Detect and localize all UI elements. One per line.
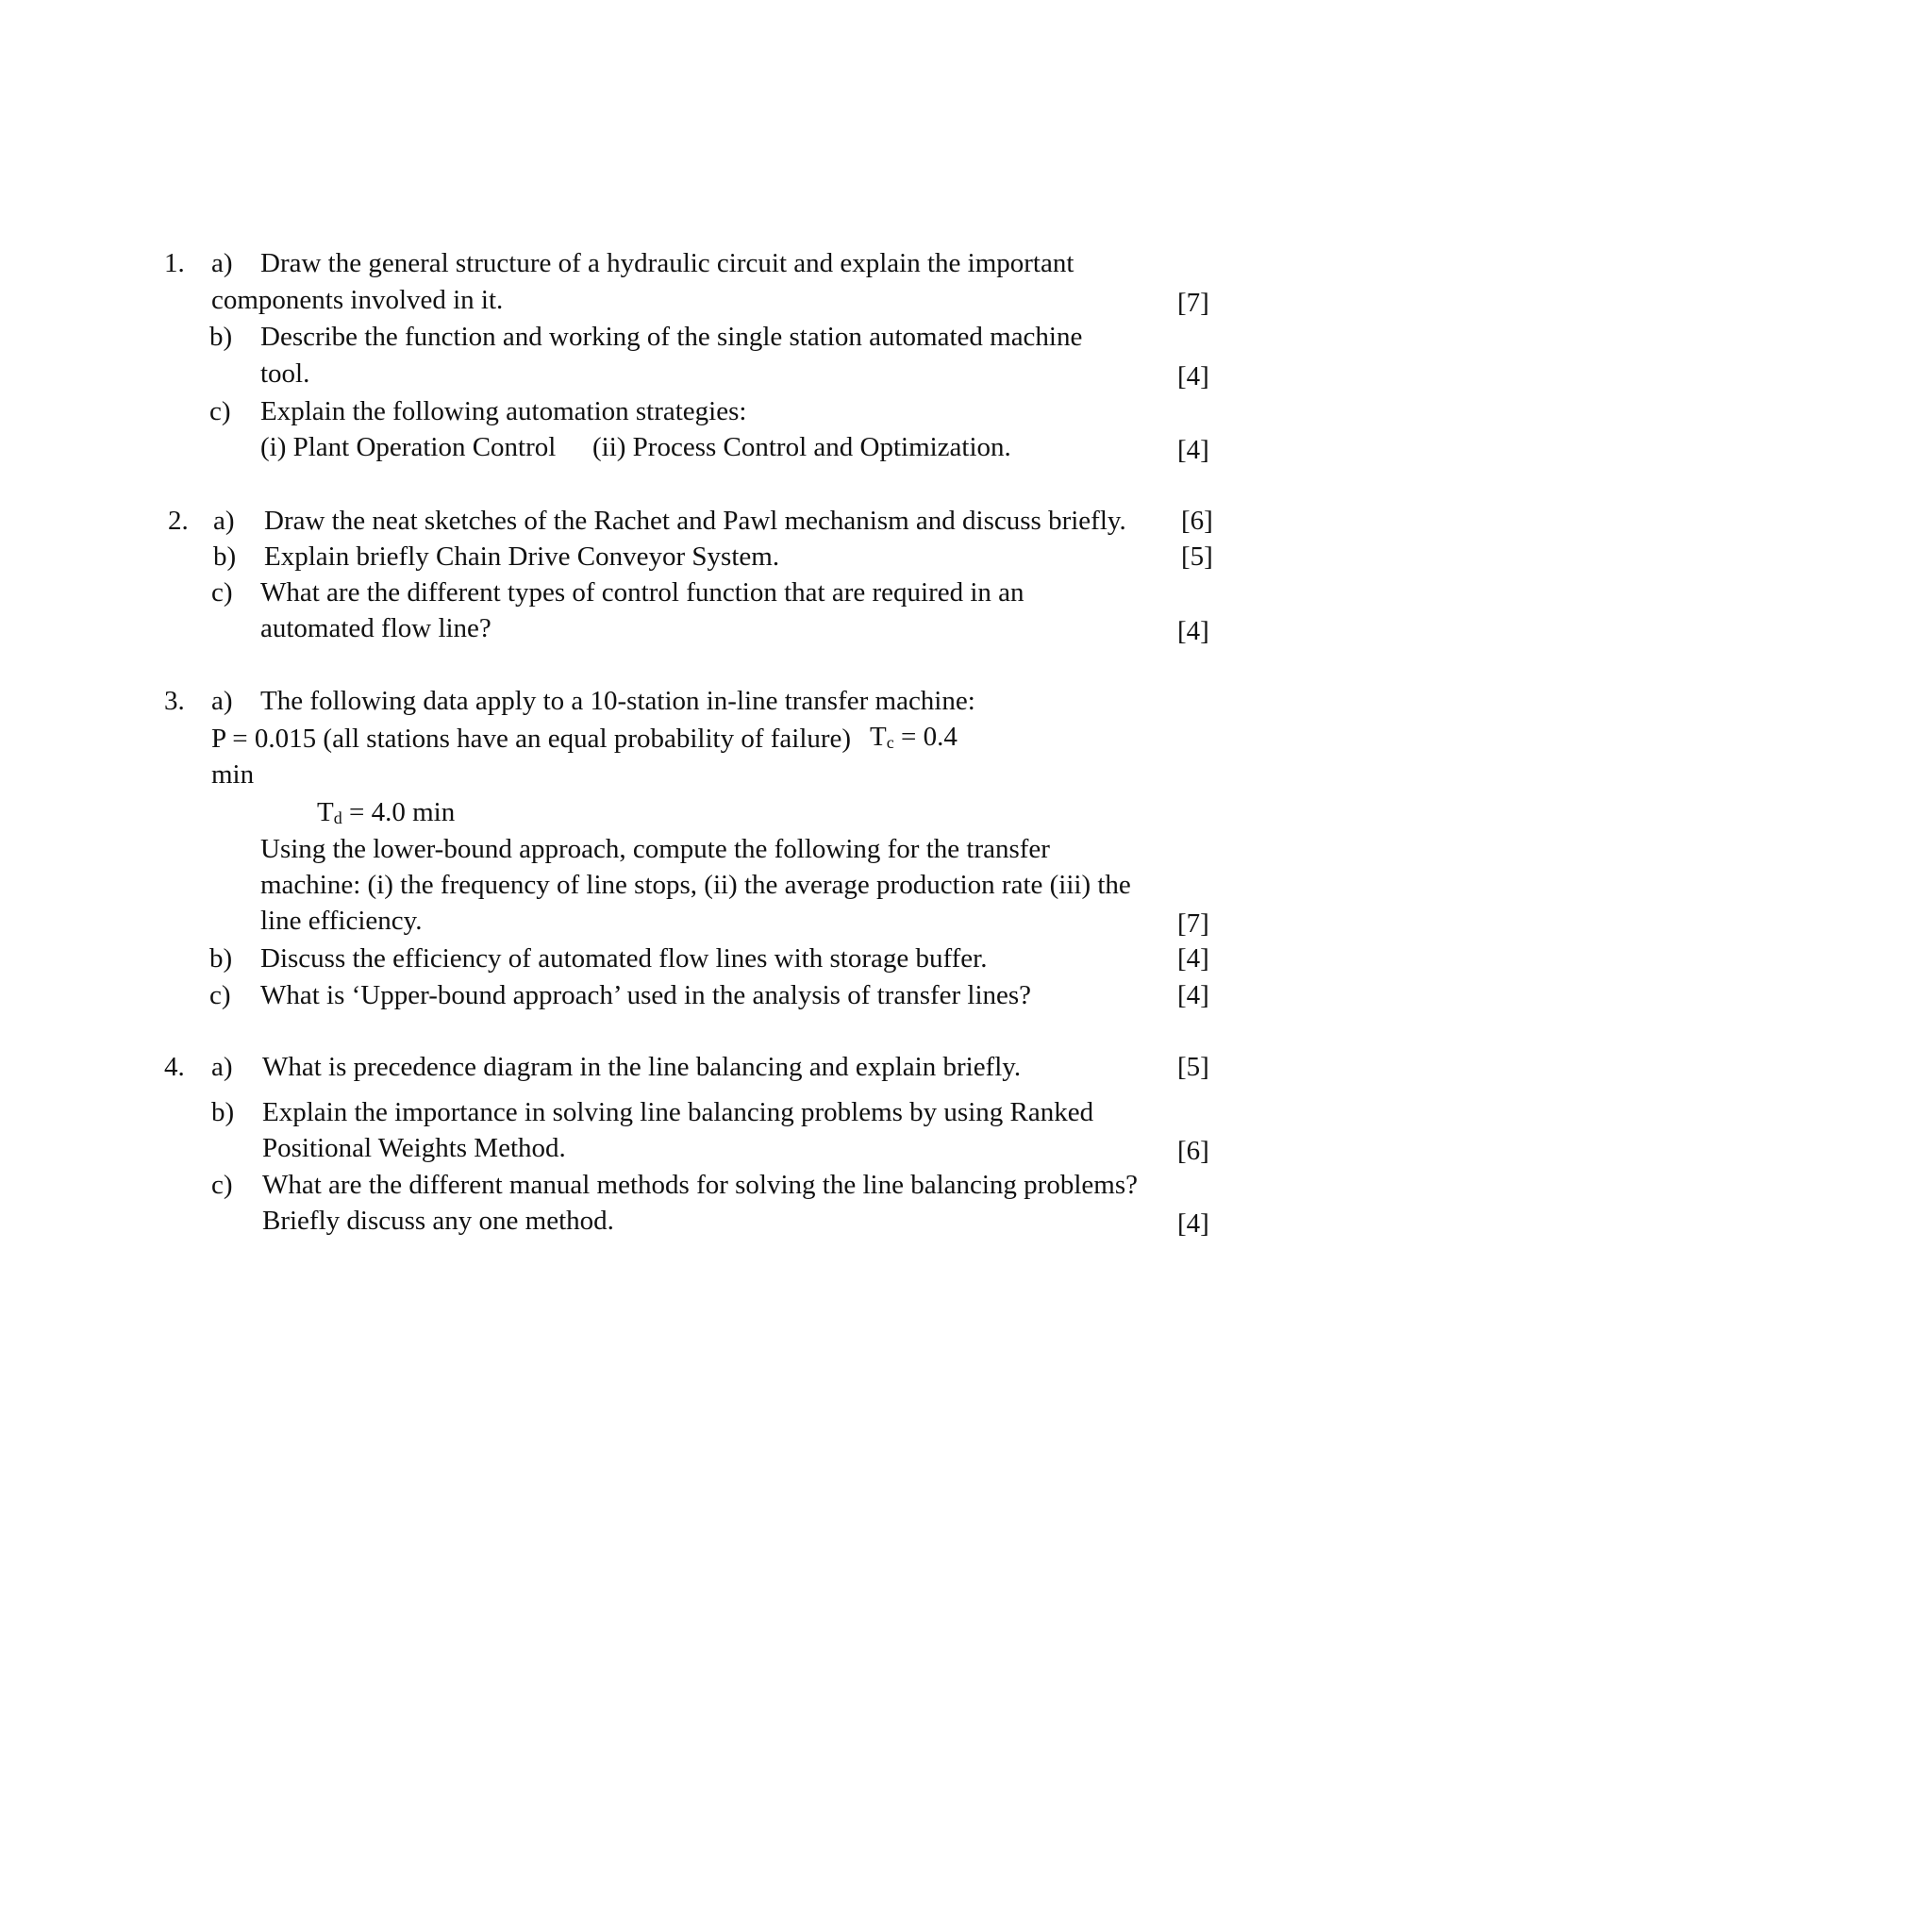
question-2a-marks: [6] — [1181, 506, 1213, 536]
question-3a-body-line-1: Using the lower-bound approach, compute the following for the transfer — [260, 834, 1050, 864]
question-4c-label: c) — [211, 1170, 233, 1200]
question-1c-sub-item-2: (ii) Process Control and Optimization. — [592, 432, 1011, 462]
question-3b-label: b) — [209, 943, 233, 974]
question-3a-marks: [7] — [1177, 908, 1209, 939]
question-1b-line-2: tool. — [260, 358, 310, 389]
question-2b-line-1: Explain briefly Chain Drive Conveyor System. — [264, 541, 780, 572]
question-4c-marks: [4] — [1177, 1208, 1209, 1239]
question-4b-label: b) — [211, 1097, 235, 1127]
question-4b-marks: [6] — [1177, 1136, 1209, 1166]
question-1b-marks: [4] — [1177, 361, 1209, 391]
question-3c-label: c) — [209, 980, 231, 1010]
question-3c-marks: [4] — [1177, 980, 1209, 1010]
question-4c-line-1: What are the different manual methods for solving the line balancing problems? — [262, 1170, 1138, 1200]
question-number-2: 2. — [168, 506, 189, 536]
question-4b-line-1: Explain the importance in solving line balancing problems by using Ranked — [262, 1097, 1094, 1127]
question-1a-label: a) — [211, 248, 233, 278]
question-3b-line-1: Discuss the efficiency of automated flow lines with storage buffer. — [260, 943, 988, 974]
question-1a-marks: [7] — [1177, 288, 1209, 318]
question-2a-label: a) — [213, 506, 235, 536]
question-1b-line-1: Describe the function and working of the single station automated machine — [260, 322, 1083, 352]
question-3a-body-line-2: machine: (i) the frequency of line stops, (ii) the average production rate (iii) the — [260, 870, 1131, 900]
question-1a-line-2: components involved in it. — [211, 285, 504, 315]
question-1b-label: b) — [209, 322, 233, 352]
question-2c-label: c) — [211, 577, 233, 608]
question-2a-line-1: Draw the neat sketches of the Rachet and Pawl mechanism and discuss briefly. — [264, 506, 1126, 536]
question-3a-label: a) — [211, 686, 233, 716]
question-4b-line-2: Positional Weights Method. — [262, 1133, 566, 1163]
question-1c-label: c) — [209, 396, 231, 426]
question-3a-line-1: The following data apply to a 10-station in-line transfer machine: — [260, 686, 975, 716]
question-3a-probability-line: P = 0.015 (all stations have an equal probability of failure) — [211, 724, 852, 754]
question-3c-line-1: What is ‘Upper-bound approach’ used in the analysis of transfer lines? — [260, 980, 1032, 1010]
question-2c-line-2: automated flow line? — [260, 613, 491, 643]
question-number-1: 1. — [164, 248, 185, 278]
question-3a-body-line-3: line efficiency. — [260, 906, 423, 936]
question-2c-line-1: What are the different types of control function that are required in an — [260, 577, 1024, 608]
question-1c-line-1: Explain the following automation strategies: — [260, 396, 747, 426]
question-1a-line-1: Draw the general structure of a hydraulic circuit and explain the important — [260, 248, 1074, 278]
question-3b-marks: [4] — [1177, 943, 1209, 974]
question-3a-tc-unit: min — [211, 759, 255, 790]
question-4a-label: a) — [211, 1052, 233, 1082]
question-1c-marks: [4] — [1177, 435, 1209, 465]
question-2c-marks: [4] — [1177, 616, 1209, 646]
question-4a-line-1: What is precedence diagram in the line balancing and explain briefly. — [262, 1052, 1022, 1082]
question-3a-td-value: $T_d = 4.0$ min — [317, 797, 456, 827]
question-number-4: 4. — [164, 1052, 185, 1082]
question-1c-sub-item-1: (i) Plant Operation Control — [260, 432, 557, 462]
question-4a-marks: [5] — [1177, 1052, 1209, 1082]
question-3a-tc-value: $T_c = 0.4$ — [870, 722, 958, 752]
question-number-3: 3. — [164, 686, 185, 716]
question-2b-label: b) — [213, 541, 237, 572]
question-2b-marks: [5] — [1181, 541, 1213, 572]
question-4c-line-2: Briefly discuss any one method. — [262, 1206, 614, 1236]
